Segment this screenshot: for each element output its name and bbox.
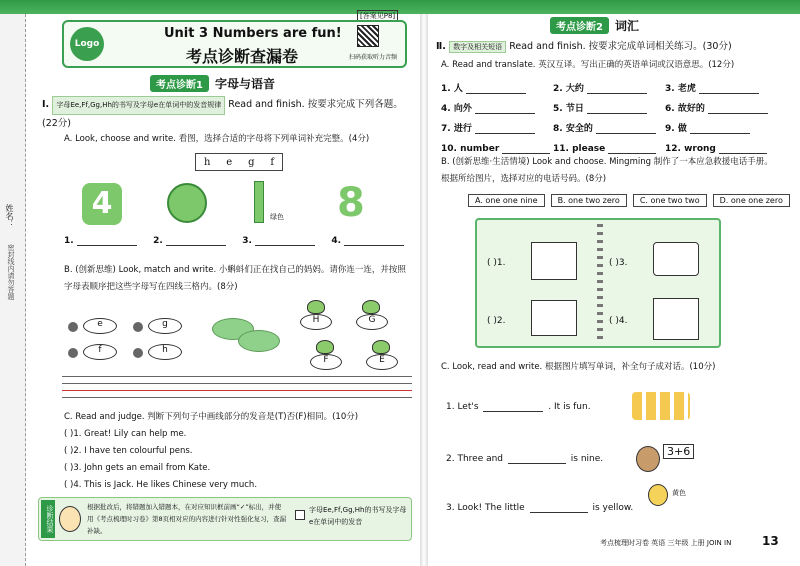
car-warning-icon	[531, 300, 577, 336]
duck-icon	[648, 484, 668, 506]
vocab-1[interactable]: 1. 人	[441, 81, 553, 94]
lily-pad	[238, 330, 280, 352]
vocab-8[interactable]: 8. 安全的	[553, 121, 665, 134]
sentence-2[interactable]: ( )2. I have ten colourful pens.	[64, 446, 193, 456]
answer-ref: [答案见P8]	[357, 10, 398, 22]
qr-code[interactable]	[357, 25, 379, 47]
pic-4-icon: 4	[82, 183, 122, 225]
section1-badge: 考点诊断1	[150, 75, 209, 92]
answer-4[interactable]: 4.	[331, 236, 404, 246]
tadpole-icon	[133, 322, 143, 332]
pic-label-1[interactable]: ( )1.	[487, 258, 506, 268]
frog-icon	[307, 300, 325, 314]
section2-header	[550, 16, 639, 34]
yellow-label: 黄色	[672, 489, 686, 497]
option-A: A. one one nine	[468, 194, 545, 207]
diag-checkbox[interactable]	[295, 510, 305, 520]
pic-8-icon: 8	[337, 180, 365, 226]
question-2: 2. Three and is nine.	[446, 454, 604, 464]
title-banner	[62, 20, 407, 68]
sentence-list	[64, 426, 404, 494]
frog-H[interactable]: H	[300, 314, 332, 330]
letter-f: f	[270, 156, 275, 168]
pic-smile-icon	[167, 183, 207, 223]
pic-bamboo-icon	[254, 181, 264, 223]
thief-icon	[653, 298, 699, 340]
q3-blank[interactable]	[530, 512, 588, 513]
side-name-label: 姓名：	[5, 204, 14, 228]
tadpole-icon	[133, 348, 143, 358]
frog-icon	[316, 340, 334, 354]
frog-F[interactable]: F	[310, 354, 342, 370]
option-C: C. one two two	[633, 194, 707, 207]
vocab-4[interactable]: 4. 向外	[441, 101, 553, 114]
notebook-panel	[475, 218, 721, 348]
frog-icon	[362, 300, 380, 314]
vocab-7[interactable]: 7. 进行	[441, 121, 553, 134]
sentence-1[interactable]: ( )1. Great! Lily can help me.	[64, 429, 187, 439]
diagnosis-box	[38, 497, 412, 541]
tadpole-h[interactable]: h	[148, 344, 182, 360]
tadpole-e[interactable]: e	[83, 318, 117, 334]
vocab-grid	[441, 74, 776, 154]
q1-blank[interactable]	[483, 411, 543, 412]
four-line-grid[interactable]	[62, 376, 412, 402]
part2-heading: Ⅱ. 数字及相关短语 Read and finish. 按要求完成单词相关练习。(30分)	[436, 41, 732, 52]
letter-box	[195, 153, 283, 171]
letter-h: h	[203, 156, 211, 168]
logo: Logo	[70, 27, 104, 61]
q2-blank[interactable]	[508, 463, 566, 464]
main-title: 考点诊断查漏卷	[186, 47, 299, 66]
footer-text: 考点梳理时习卷 英语 三年级 上册 JOIN IN	[600, 539, 732, 547]
header-band	[0, 0, 800, 14]
vocab-3[interactable]: 3. 老虎	[665, 81, 776, 94]
options-row	[468, 194, 794, 207]
side-strip-text: 密封线内请勿答题	[7, 244, 15, 300]
question-1: 1. Let's . It is fun.	[446, 402, 591, 412]
partA-answers	[64, 236, 404, 246]
frog-icon	[372, 340, 390, 354]
sentence-4[interactable]: ( )4. This is Jack. He likes Chinese very much.	[64, 480, 258, 490]
qr-caption: 扫码获取听力音频	[348, 54, 397, 61]
section1-header	[150, 74, 275, 92]
partC-text: C. Read and judge. 判断下列句子中画线部分的发音是(T)否(F)相同。(10分)	[64, 412, 359, 422]
frog-G[interactable]: G	[356, 314, 388, 330]
part1-tag: 字母Ee,Ff,Gg,Hh的书写及字母e在单词中的发音规律	[52, 96, 225, 115]
vocab-5[interactable]: 5. 节日	[553, 101, 665, 114]
question-3: 3. Look! The little is yellow.	[446, 503, 634, 513]
part2-text: Read and finish. 按要求完成单词相关练习。(30分)	[509, 41, 732, 52]
vocab-11[interactable]: 11. please	[553, 144, 665, 154]
part1-heading: Ⅰ. 字母Ee,Ff,Gg,Hh的书写及字母e在单词中的发音规律 Read and finish. 按要求完成下列各题。(22分)	[42, 96, 412, 132]
option-B: B. one two zero	[551, 194, 627, 207]
spine	[420, 14, 428, 566]
vocab-2[interactable]: 2. 大约	[553, 81, 665, 94]
vocab-6[interactable]: 6. 故好的	[665, 101, 776, 114]
option-D: D. one one zero	[713, 194, 790, 207]
partA2-text: A. Read and translate. 英汉互译。写出正确的英语单词或汉语意思。(12分)	[441, 60, 735, 70]
pic-label-2[interactable]: ( )2.	[487, 316, 506, 326]
mascot-icon	[59, 506, 81, 532]
part2-tag: 数字及相关短语	[449, 41, 506, 53]
section2-title: 词汇	[614, 18, 639, 33]
tadpole-g[interactable]: g	[148, 318, 182, 334]
partB-text: B. (创新思维) Look, match and write. 小蝌蚪们正在找自己的妈妈。请你连一连，并按照字母表顺序把这些字母写在四线三格内。(8分)	[64, 265, 406, 292]
diag-check-text: 字母Ee,Ff,Gg,Hh的书写及字母e在单词中的发音	[309, 506, 407, 526]
frog-E[interactable]: E	[366, 354, 398, 370]
kids-dance-icon	[632, 392, 690, 420]
letter-e: e	[226, 156, 233, 168]
bike-accident-icon	[653, 242, 699, 276]
vocab-9[interactable]: 9. 做	[665, 121, 776, 134]
side-strip	[0, 14, 26, 566]
answer-1[interactable]: 1.	[64, 236, 137, 246]
house-fire-icon	[531, 242, 577, 280]
answer-2[interactable]: 2.	[153, 236, 226, 246]
tadpole-icon	[68, 322, 78, 332]
part1-text: Read and finish. 按要求完成下列各题。(22分)	[42, 99, 403, 129]
notebook-rings	[597, 224, 603, 344]
pic-label-4[interactable]: ( )4.	[609, 316, 628, 326]
vocab-12[interactable]: 12. wrong	[665, 144, 776, 154]
letter-g: g	[248, 156, 255, 168]
sentence-3[interactable]: ( )3. John gets an email from Kate.	[64, 463, 211, 473]
partC2-text: C. Look, read and write. 根据图片填写单词，补全句子成对话。(10分)	[441, 362, 716, 372]
tadpole-f[interactable]: f	[83, 344, 117, 360]
bear-bike-icon	[636, 446, 660, 472]
answer-3[interactable]: 3.	[242, 236, 315, 246]
section2-badge: 考点诊断2	[550, 17, 609, 34]
unit-title: Unit 3 Numbers are fun!	[164, 26, 342, 41]
green-label: 绿色	[270, 213, 284, 221]
section1-title: 字母与语音	[214, 76, 275, 91]
vocab-10[interactable]: 10. number	[441, 144, 553, 154]
diag-label: 诊断结果	[41, 500, 55, 538]
diag-text: 根据批改后，将错题加入错题本，在对应知识框前画“✓”标出，并使用《考点梳理时习卷》第8页相对应的内容进行针对性强化复习，查漏补缺。	[87, 503, 287, 535]
pic-label-3[interactable]: ( )3.	[609, 258, 628, 268]
partA-text: A. Look, choose and write. 看图，选择合适的字母将下列单词补充完整。(4分)	[64, 134, 370, 144]
math-sign: 3+6	[663, 444, 694, 459]
page-number: 13	[762, 534, 779, 548]
partB2-text: B. (创新思维·生活情境) Look and choose. Mingming 制作了一本应急救援电话手册。根据所给图片，选择对应的电话号码。(8分)	[441, 157, 773, 184]
tadpole-icon	[68, 348, 78, 358]
